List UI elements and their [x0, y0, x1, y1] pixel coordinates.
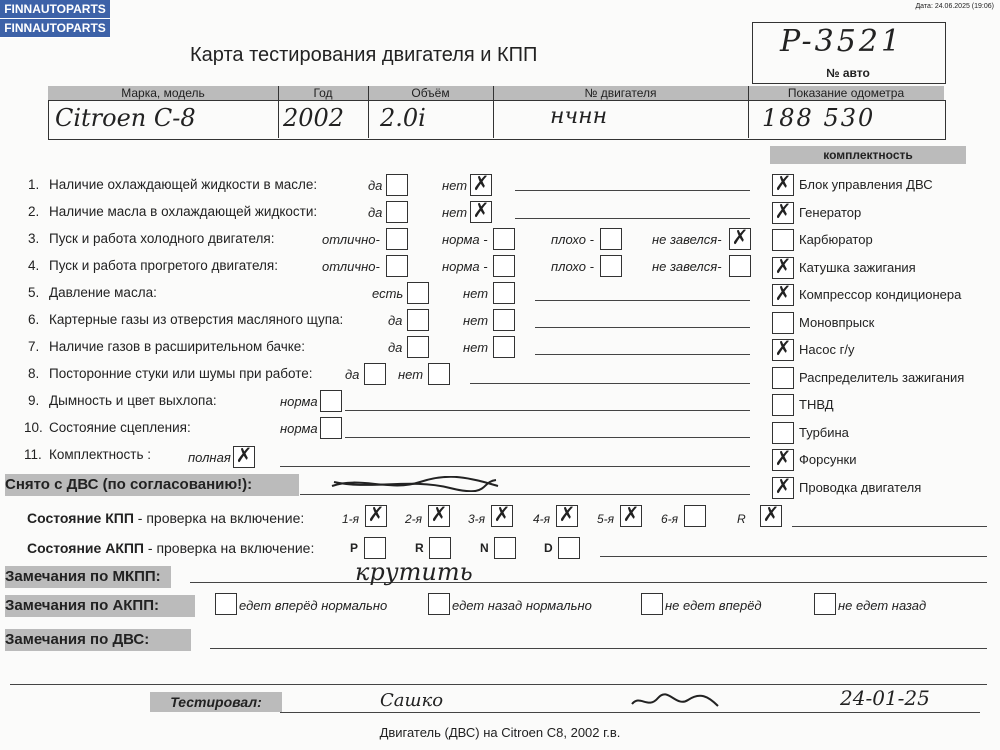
completeness-checkbox[interactable] — [772, 229, 794, 251]
kpp-gear-label: 3-я — [468, 512, 486, 526]
row3-normal-checkbox[interactable] — [493, 228, 515, 250]
year-value: 2002 — [283, 104, 345, 132]
row7-no-checkbox[interactable] — [493, 336, 515, 358]
completeness-checkbox[interactable]: ✗ — [772, 477, 794, 499]
row3-excellent-checkbox[interactable] — [386, 228, 408, 250]
completeness-checkbox[interactable] — [772, 367, 794, 389]
option-label: плохо - — [551, 259, 594, 274]
kpp-gear-checkbox[interactable]: ✗ — [365, 505, 387, 527]
completeness-checkbox[interactable]: ✗ — [772, 174, 794, 196]
option-label: полная — [188, 450, 231, 465]
option-label: да — [368, 178, 383, 193]
kpp-gear-label: 2-я — [405, 512, 423, 526]
option-label: норма — [280, 394, 318, 409]
completeness-checkbox[interactable] — [772, 312, 794, 334]
kpp-gear-checkbox[interactable]: ✗ — [428, 505, 450, 527]
option-label: норма — [280, 421, 318, 436]
check-row-number: 9. — [28, 393, 40, 408]
option-label: нет — [463, 286, 489, 301]
option-label: отлично- — [322, 259, 380, 274]
akpp-gear-checkbox[interactable] — [429, 537, 451, 559]
odometer-value: 188 530 — [762, 104, 876, 132]
check-row-label: Наличие масла в охлаждающей жидкости: — [49, 204, 318, 219]
check-row-label: Давление масла: — [49, 285, 157, 300]
akpp-gear-label: R — [415, 541, 424, 555]
kpp-gear-checkbox[interactable] — [684, 505, 706, 527]
completeness-item-label: Форсунки — [799, 452, 857, 467]
make-value: Citroen C-8 — [55, 104, 196, 132]
kpp-gear-checkbox[interactable]: ✗ — [760, 505, 782, 527]
check-row-label: Картерные газы из отверстия масляного щупа: — [49, 312, 344, 327]
row5-no-checkbox[interactable] — [493, 282, 515, 304]
kpp-gear-label: 1-я — [342, 512, 360, 526]
kpp-gear-checkbox[interactable]: ✗ — [556, 505, 578, 527]
auto-number-value: P-3521 — [780, 24, 904, 59]
volume-label: Объём — [411, 86, 450, 100]
year-label: Год — [313, 86, 333, 100]
check-row-label: Посторонние стуки или шумы при работе: — [49, 366, 313, 381]
row4-excellent-checkbox[interactable] — [386, 255, 408, 277]
check-row-number: 11. — [24, 447, 42, 462]
kpp-label: Состояние КПП - проверка на включение: — [27, 510, 305, 526]
option-label: плохо - — [551, 232, 594, 247]
check-row-number: 8. — [28, 366, 40, 381]
completeness-checkbox[interactable] — [772, 394, 794, 416]
option-label: да — [388, 340, 403, 355]
option-label: нет — [398, 367, 424, 382]
completeness-item-label: Турбина — [799, 424, 849, 440]
akpp-gear-label: N — [480, 541, 489, 555]
akpp-remarks-label: Замечания по АКПП: — [5, 595, 195, 617]
check-row-number: 10. — [24, 420, 43, 435]
check-row-number: 5. — [28, 285, 40, 300]
akpp-option-checkbox[interactable] — [428, 593, 450, 615]
row1-yes-checkbox[interactable] — [386, 174, 408, 196]
logo — [0, 0, 110, 38]
check-row-number: 2. — [28, 204, 40, 219]
engine-label: № двигателя — [584, 86, 657, 100]
row8-yes-checkbox[interactable] — [364, 363, 386, 385]
completeness-checkbox[interactable]: ✗ — [772, 202, 794, 224]
kpp-gear-checkbox[interactable]: ✗ — [620, 505, 642, 527]
option-label: не завелся- — [652, 259, 722, 274]
check-row-label: Пуск и работа холодного двигателя: — [49, 231, 275, 246]
kpp-gear-label: R — [737, 512, 746, 526]
dvs-remarks-label: Замечания по ДВС: — [5, 629, 191, 651]
akpp-option-label: едет назад нормально — [452, 598, 592, 613]
completeness-item-label: Моновпрыск — [799, 314, 875, 330]
tested-label: Тестировал: — [150, 692, 282, 712]
caption: Двигатель (ДВС) на Citroen C8, 2002 г.в. — [379, 725, 621, 740]
odometer-label: Показание одометра — [787, 86, 905, 100]
logo-line-1: FINNAUTOPARTS — [0, 0, 110, 19]
akpp-label: Состояние АКПП - проверка на включение: — [27, 540, 315, 556]
check-row-number: 4. — [28, 258, 40, 273]
option-label: нет — [463, 313, 489, 328]
check-row-number: 7. — [28, 339, 40, 354]
date-stamp: Дата: 24.06.2025 (19:06) — [915, 3, 994, 10]
row10-normal-checkbox[interactable] — [320, 417, 342, 439]
completeness-title: комплектность — [770, 146, 966, 164]
option-label: нет — [442, 178, 468, 193]
completeness-item-label: Карбюратор — [799, 232, 873, 247]
completeness-item-label: Катушка зажигания — [799, 259, 916, 275]
option-label: нет — [442, 205, 468, 220]
akpp-option-label: не едет назад — [838, 598, 927, 613]
option-label: нет — [463, 340, 489, 355]
tested-signature: Сашко — [380, 690, 444, 711]
check-row-label: Пуск и работа прогретого двигателя: — [49, 258, 278, 273]
option-label: да — [388, 313, 403, 328]
row3-bad-checkbox[interactable] — [600, 228, 622, 250]
kpp-gear-label: 4-я — [533, 512, 551, 526]
volume-value: 2.0i — [380, 104, 426, 132]
akpp-option-checkbox[interactable] — [641, 593, 663, 615]
row6-yes-checkbox[interactable] — [407, 309, 429, 331]
completeness-item-label: ТНВД — [799, 397, 834, 412]
akpp-gear-checkbox[interactable] — [364, 537, 386, 559]
completeness-checkbox[interactable]: ✗ — [772, 339, 794, 361]
check-row-label: Дымность и цвет выхлопа: — [49, 393, 217, 408]
check-row-label: Наличие охлаждающей жидкости в масле: — [49, 177, 318, 192]
row3-not-started-checkbox[interactable]: ✗ — [729, 228, 751, 250]
row7-yes-checkbox[interactable] — [407, 336, 429, 358]
page-title: Карта тестирования двигателя и КПП — [190, 44, 538, 66]
akpp-gear-checkbox[interactable] — [558, 537, 580, 559]
completeness-item-label: Насос г/у — [799, 342, 855, 357]
row5-exists-checkbox[interactable] — [407, 282, 429, 304]
row4-not-started-checkbox[interactable] — [729, 255, 751, 277]
completeness-checkbox[interactable]: ✗ — [772, 449, 794, 471]
akpp-option-label: едет вперёд нормально — [239, 598, 388, 613]
kpp-gear-checkbox[interactable]: ✗ — [491, 505, 513, 527]
row8-no-checkbox[interactable] — [428, 363, 450, 385]
check-row-label: Состояние сцепления: — [49, 420, 191, 435]
akpp-gear-label: P — [350, 541, 359, 555]
check-row-number: 6. — [28, 312, 40, 327]
check-row-number: 1. — [28, 177, 40, 192]
header-labels — [48, 86, 944, 100]
option-label: норма - — [442, 259, 488, 274]
akpp-option-checkbox[interactable] — [814, 593, 836, 615]
make-label: Марка, модель — [121, 86, 205, 100]
option-label: да — [368, 205, 383, 220]
option-label: не завелся- — [652, 232, 722, 247]
check-row-number: 3. — [28, 231, 40, 246]
akpp-option-label: не едет вперёд — [665, 598, 762, 613]
completeness-item-label: Проводка двигателя — [799, 479, 922, 495]
removed-label: Снято с ДВС (по согласованию!): — [5, 474, 299, 496]
akpp-option-checkbox[interactable] — [215, 593, 237, 615]
completeness-checkbox[interactable] — [772, 422, 794, 444]
completeness-item-label: Распределитель зажигания — [799, 369, 965, 385]
engine-value: нчнн — [550, 104, 608, 129]
option-label: норма - — [442, 232, 488, 247]
row4-bad-checkbox[interactable] — [600, 255, 622, 277]
auto-number-label: № авто — [826, 66, 870, 80]
kpp-gear-label: 5-я — [597, 512, 615, 526]
mkpp-remarks-value: крутить — [355, 558, 473, 586]
akpp-gear-label: D — [544, 541, 553, 555]
mkpp-remarks-label: Замечания по МКПП: — [5, 566, 171, 588]
row4-normal-checkbox[interactable] — [493, 255, 515, 277]
akpp-gear-checkbox[interactable] — [494, 537, 516, 559]
row2-yes-checkbox[interactable] — [386, 201, 408, 223]
row1-no-checkbox[interactable]: ✗ — [470, 174, 492, 196]
check-row-label: Наличие газов в расширительном бачке: — [49, 339, 306, 354]
check-row-label: Комплектность : — [49, 447, 152, 462]
removed-scribble — [330, 476, 500, 492]
completeness-checkbox[interactable]: ✗ — [772, 257, 794, 279]
completeness-item-label: Компрессор кондиционера — [799, 287, 962, 302]
tested-date: 24-01-25 — [840, 686, 930, 710]
row6-no-checkbox[interactable] — [493, 309, 515, 331]
row2-no-checkbox[interactable]: ✗ — [470, 201, 492, 223]
row11-full-checkbox[interactable]: ✗ — [233, 446, 255, 468]
logo-line-2: FINNAUTOPARTS — [0, 19, 110, 38]
signature-scribble — [630, 690, 720, 714]
completeness-item-label: Генератор — [799, 204, 862, 220]
option-label: да — [345, 367, 360, 382]
row9-normal-checkbox[interactable] — [320, 390, 342, 412]
completeness-checkbox[interactable]: ✗ — [772, 284, 794, 306]
completeness-item-label: Блок управления ДВС — [799, 177, 933, 192]
option-label: есть — [372, 286, 404, 301]
kpp-gear-label: 6-я — [661, 512, 679, 526]
option-label: отлично- — [322, 232, 380, 247]
